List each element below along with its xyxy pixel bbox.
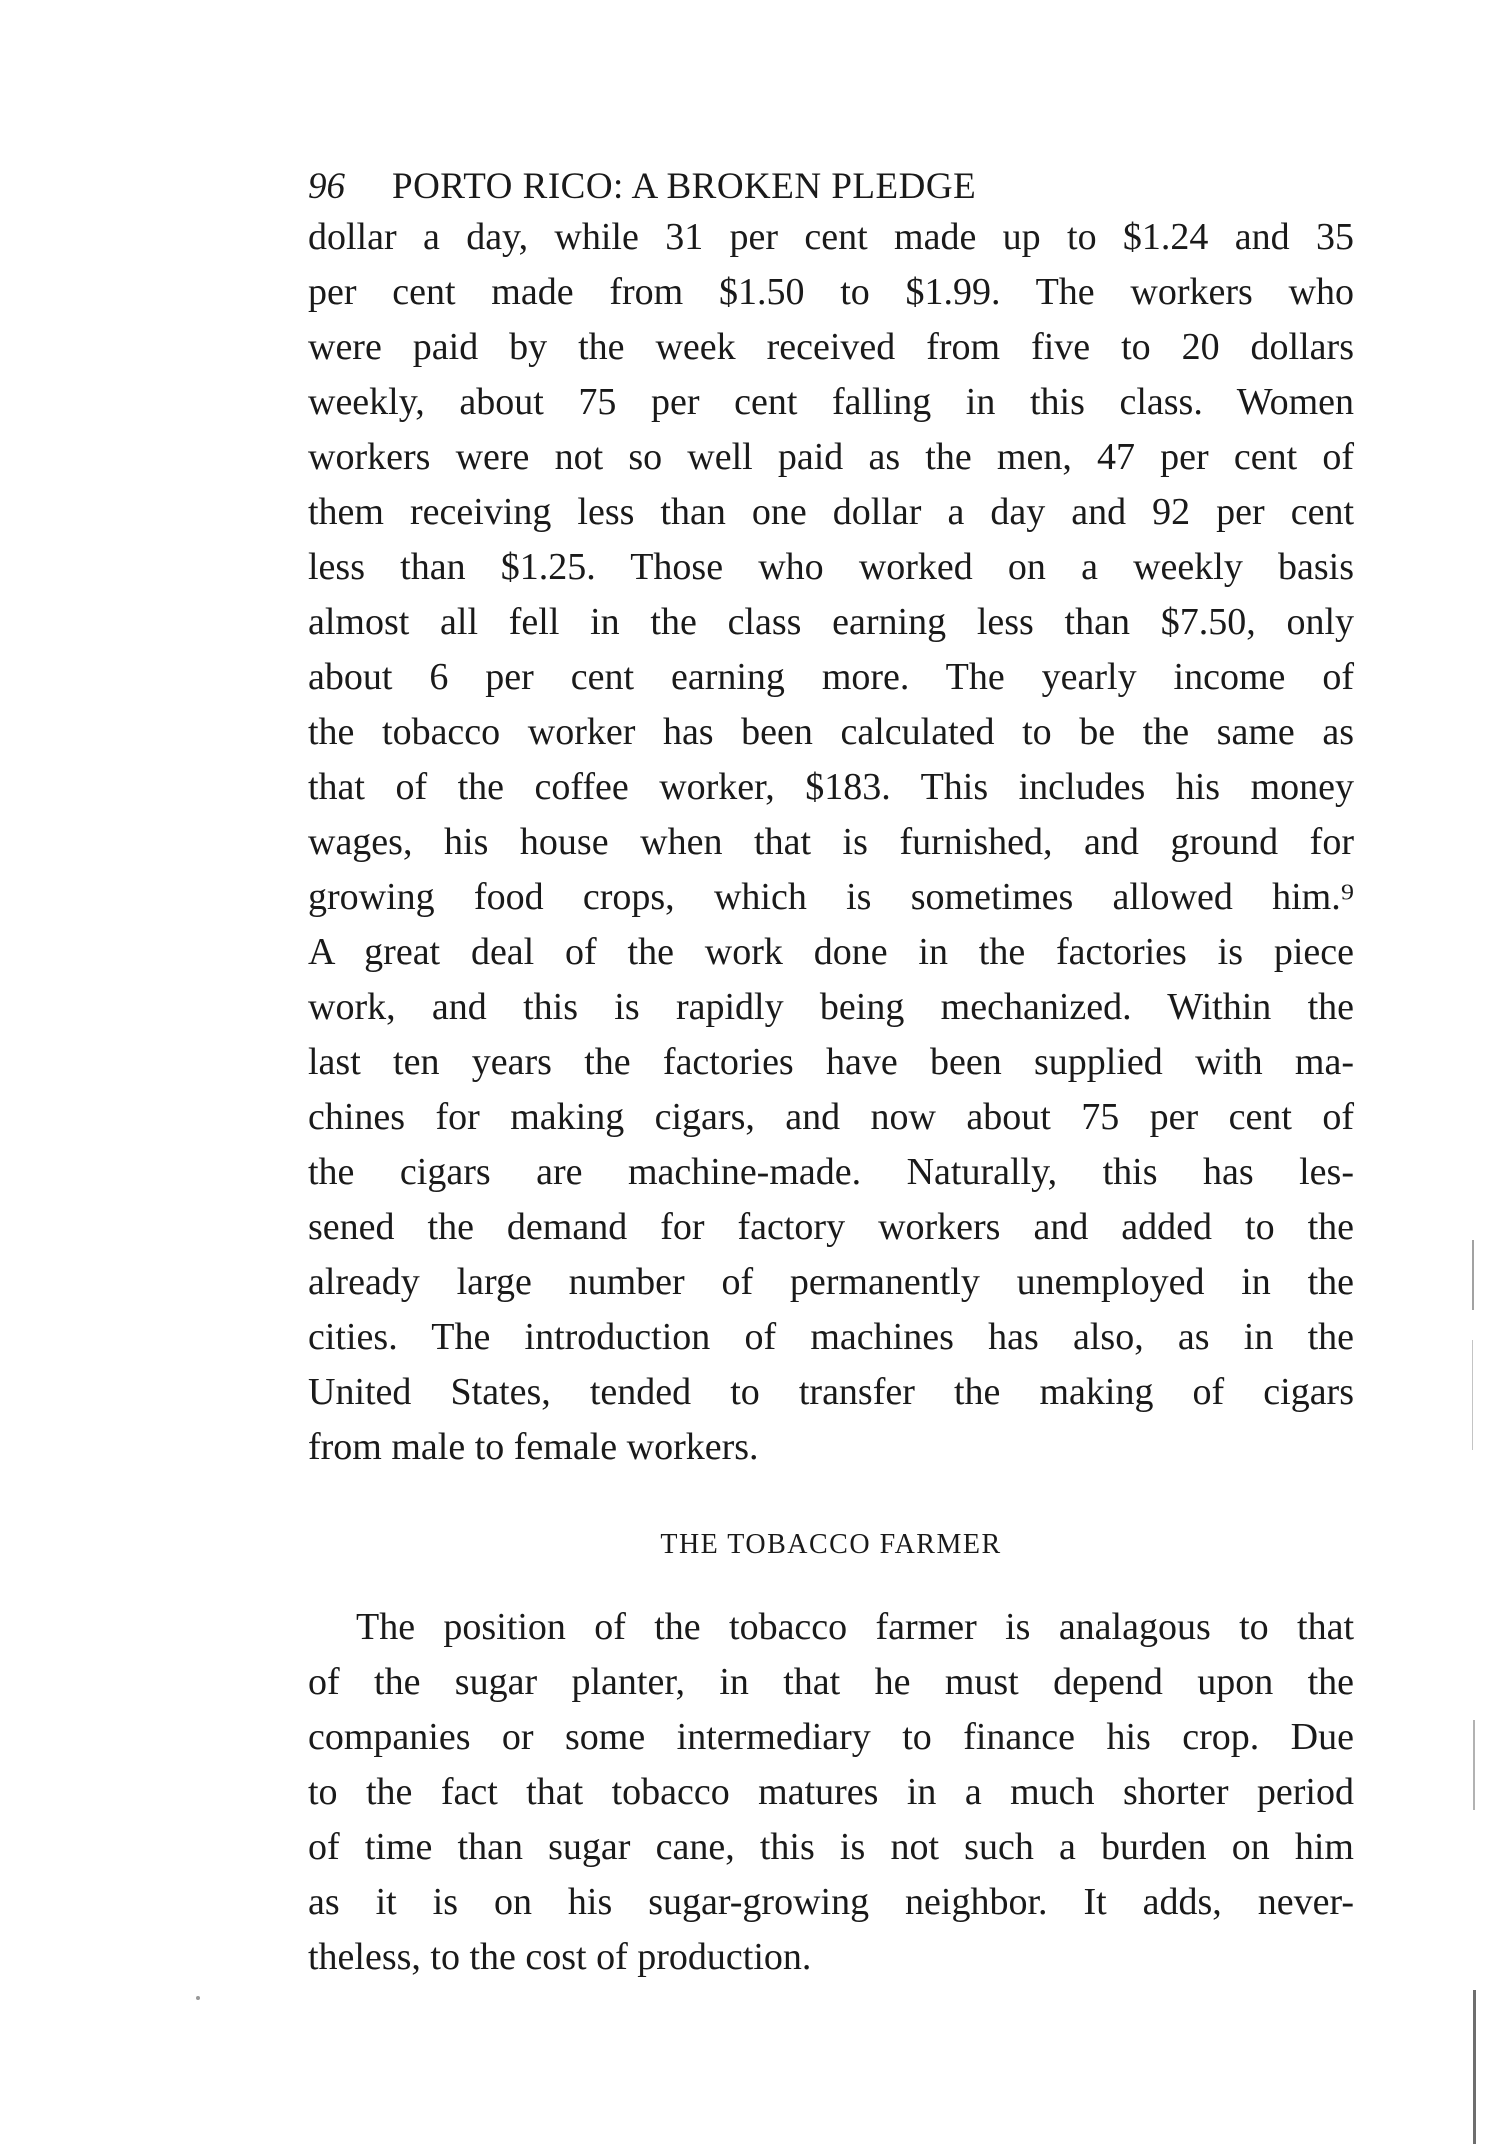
text-line: weekly, about 75 per cent falling in this class. Women <box>308 381 1354 423</box>
text-line: to the fact that tobacco matures in a much shorter period <box>308 1771 1354 1813</box>
text-line: of the sugar planter, in that he must depend upon the <box>308 1661 1354 1703</box>
scan-artifact <box>1473 1720 1475 1810</box>
text-line: workers were not so well paid as the men, 47 per cent of <box>308 436 1354 478</box>
paragraph-1 <box>308 210 1354 1475</box>
scan-artifact <box>196 1996 200 2000</box>
text-line: them receiving less than one dollar a day and 92 per cent <box>308 491 1354 533</box>
text-line: of time than sugar cane, this is not such a burden on him <box>308 1826 1354 1868</box>
paragraph-2 <box>308 1600 1354 1985</box>
text-line: United States, tended to transfer the making of cigars <box>308 1371 1354 1413</box>
text-line: the tobacco worker has been calculated to be the same as <box>308 711 1354 753</box>
section-heading: THE TOBACCO FARMER <box>660 1529 1002 1560</box>
text-line: already large number of permanently unemployed in the <box>308 1261 1354 1303</box>
text-line: growing food crops, which is sometimes allowed him.⁹ <box>308 876 1354 918</box>
text-line: work, and this is rapidly being mechanized. Within the <box>308 986 1354 1028</box>
text-line: from male to female workers. <box>308 1426 759 1468</box>
text-line: wages, his house when that is furnished, and ground for <box>308 821 1354 863</box>
page-number: 96 <box>308 166 345 207</box>
text-line: as it is on his sugar-growing neighbor. It adds, never- <box>308 1881 1354 1923</box>
text-line: were paid by the week received from five to 20 dollars <box>308 326 1354 368</box>
running-head <box>308 162 1358 212</box>
scan-artifact <box>1473 1990 1476 2144</box>
text-line: companies or some intermediary to finance his crop. Due <box>308 1716 1354 1758</box>
text-line: A great deal of the work done in the factories is piece <box>308 931 1354 973</box>
text-line: dollar a day, while 31 per cent made up to $1.24 and 35 <box>308 216 1354 258</box>
text-line: theless, to the cost of production. <box>308 1936 812 1978</box>
text-line: chines for making cigars, and now about 75 per cent of <box>308 1096 1354 1138</box>
text-line: less than $1.25. Those who worked on a weekly basis <box>308 546 1354 588</box>
text-line: last ten years the factories have been supplied with ma- <box>308 1041 1354 1083</box>
book-title: PORTO RICO: A BROKEN PLEDGE <box>392 166 977 207</box>
text-line: that of the coffee worker, $183. This includes his money <box>308 766 1354 808</box>
scan-artifact <box>1472 1340 1473 1450</box>
text-line: The position of the tobacco farmer is analagous to that <box>356 1606 1354 1648</box>
text-line: sened the demand for factory workers and added to the <box>308 1206 1354 1248</box>
text-line: the cigars are machine-made. Naturally, this has les- <box>308 1151 1354 1193</box>
text-line: per cent made from $1.50 to $1.99. The workers who <box>308 271 1354 313</box>
text-line: about 6 per cent earning more. The yearly income of <box>308 656 1354 698</box>
text-line: cities. The introduction of machines has also, as in the <box>308 1316 1354 1358</box>
text-line: almost all fell in the class earning less than $7.50, only <box>308 601 1354 643</box>
scan-artifact <box>1472 1240 1474 1310</box>
